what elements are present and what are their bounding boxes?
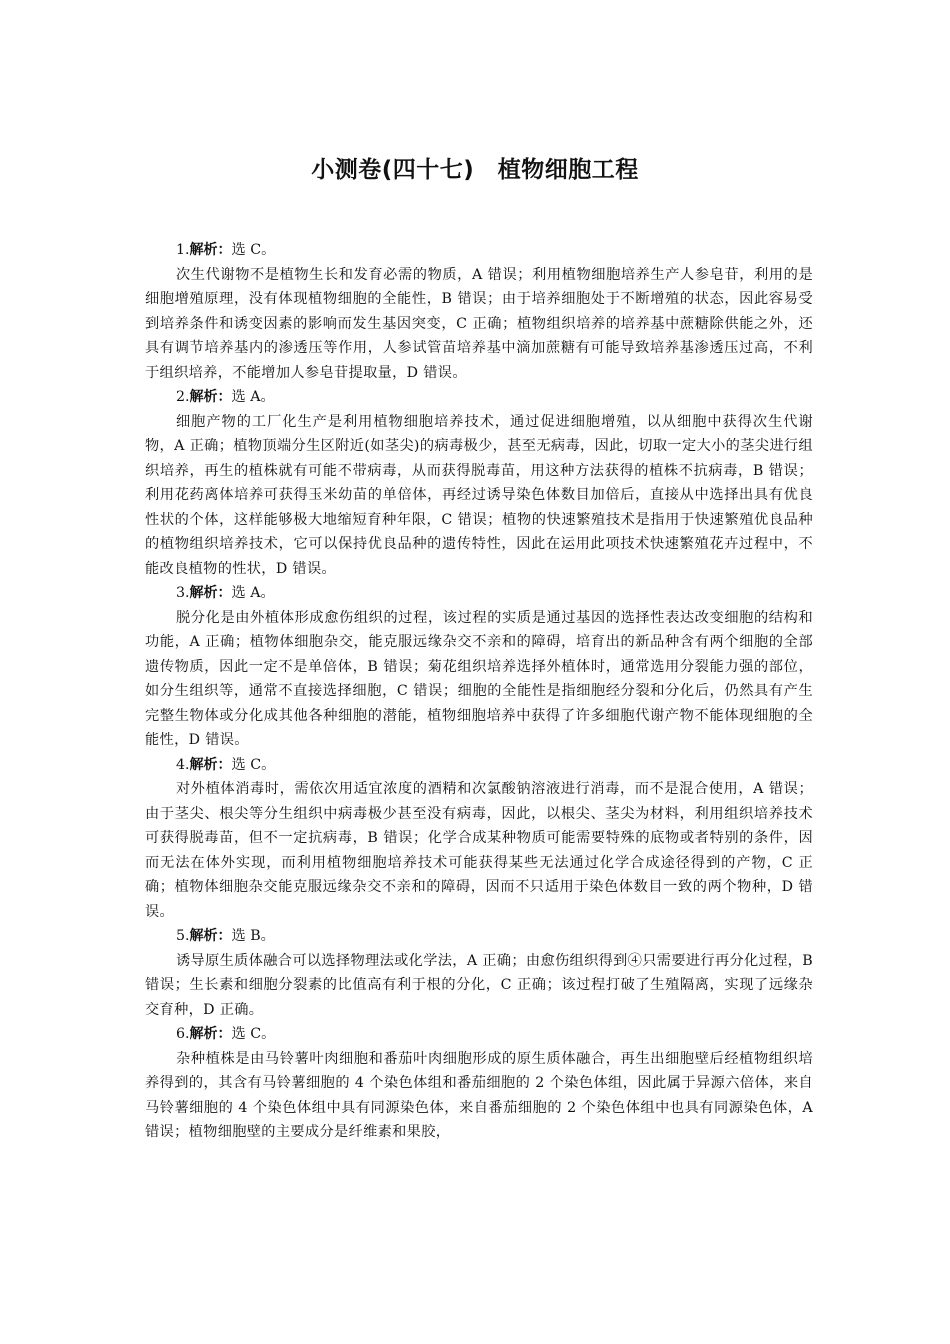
item-answer: 选 C。	[231, 242, 276, 258]
page-title: 小测卷(四十七) 植物细胞工程	[311, 157, 639, 183]
item-label: 解析：	[189, 585, 232, 601]
answer-item-4-head	[145, 753, 813, 778]
item-number: 5.	[176, 928, 190, 944]
item-label: 解析：	[189, 1026, 232, 1042]
answer-item-6-text: 杂种植株是由马铃薯叶肉细胞和番茄叶肉细胞形成的原生质体融合，再生出细胞壁后经植物组织培养得到的，其含有马铃薯细胞的 4 个染色体组和番茄细胞的 2 个染色体组，因此属于异源六倍体，来自马铃薯细胞的 4 个染色体组中具有同源染色体，来自番茄细胞的 2 个染色体组中也具有同源染色体，A 错误；植物细胞壁的主要成分是纤维素和果胶，	[145, 1050, 813, 1140]
answer-item-3-text: 脱分化是由外植体形成愈伤组织的过程，该过程的实质是通过基因的选择性表达改变细胞的结构和功能，A 正确；植物体细胞杂交，能克服远缘杂交不亲和的障碍，培育出的新品种含有两个细胞的全部遗传物质，因此一定不是单倍体，B 错误；菊花组织培养选择外植体时，通常选用分裂能力强的部位，如分生组织等，通常不直接选择细胞，C 错误；细胞的全能性是指细胞经分裂和分化后，仍然具有产生完整生物体或分化成其他各种细胞的潜能，植物细胞培养中获得了许多细胞代谢产物不能体现细胞的全能性，D 错误。	[145, 609, 813, 748]
item-answer: 选 C。	[231, 1026, 276, 1042]
item-answer: 选 A。	[231, 389, 275, 405]
answer-item-5-head	[145, 924, 813, 949]
item-label: 解析：	[189, 928, 232, 944]
item-answer: 选 C。	[231, 756, 276, 773]
item-answer: 选 B。	[231, 928, 275, 944]
answer-item-1-head	[145, 238, 813, 263]
item-answer: 选 A。	[231, 585, 275, 601]
answer-item-3-head	[145, 581, 813, 606]
answer-list	[145, 238, 813, 1145]
answer-item-2-text: 细胞产物的工厂化生产是利用植物细胞培养技术，通过促进细胞增殖，以从细胞中获得次生代谢物，A 正确；植物顶端分生区附近(如茎尖)的病毒极少，甚至无病毒，因此，切取一定大小的茎尖进行组织培养，再生的植株就有可能不带病毒，从而获得脱毒苗，用这种方法获得的植株不抗病毒，B 错误；利用花药离体培养可获得玉米幼苗的单倍体，再经过诱导染色体数目加倍后，直接从中选择出具有优良性状的个体，这样能够极大地缩短育种年限，C 错误；植物的快速繁殖技术是指用于快速繁殖优良品种的植物组织培养技术，它可以保持优良品种的遗传特性，因此在运用此项技术快速繁殖花卉过程中，不能改良植物的性状，D 错误。	[145, 413, 813, 577]
answer-item-6-head	[145, 1022, 813, 1047]
item-number: 6.	[176, 1026, 190, 1042]
answer-item-1-text: 次生代谢物不是植物生长和发育必需的物质，A 错误；利用植物细胞培养生产人参皂苷，利用的是细胞增殖原理，没有体现植物细胞的全能性，B 错误；由于培养细胞处于不断增殖的状态，因此容易受到培养条件和诱变因素的影响而发生基因突变，C 正确；植物组织培养的培养基中蔗糖除供能之外，还具有调节培养基内的渗透压等作用，人参试管苗培养基中滴加蔗糖有可能导致培养基渗透压过高，不利于组织培养，不能增加人参皂苷提取量，D 错误。	[145, 266, 813, 381]
item-number: 2.	[176, 389, 190, 405]
item-number: 4.	[176, 756, 190, 773]
item-number: 1.	[176, 242, 190, 258]
item-label: 解析：	[189, 389, 232, 405]
item-label: 解析：	[189, 756, 232, 773]
answer-item-2-head	[145, 385, 813, 410]
item-number: 3.	[176, 585, 190, 601]
answer-item-5-text: 诱导原生质体融合可以选择物理法或化学法，A 正确；由愈伤组织得到④只需要进行再分化过程，B 错误；生长素和细胞分裂素的比值高有利于根的分化，C 正确；该过程打破了生殖隔离，实现了远缘杂交育种，D 正确。	[145, 952, 813, 1018]
answer-item-4-text: 对外植体消毒时，需依次用适宜浓度的酒精和次氯酸钠溶液进行消毒，而不是混合使用，A 错误；由于茎尖、根尖等分生组织中病毒极少甚至没有病毒，因此，以根尖、茎尖为材料，利用组织培养技术可获得脱毒苗，但不一定抗病毒，B 错误；化学合成某种物质可能需要特殊的底物或者特别的条件，因而无法在体外实现，而利用植物细胞培养技术可能获得某些无法通过化学合成途径得到的产物，C 正确；植物体细胞杂交能克服远缘杂交不亲和的障碍，因而不只适用于染色体数目一致的两个物种，D 错误。	[145, 781, 813, 920]
item-label: 解析：	[189, 242, 232, 258]
